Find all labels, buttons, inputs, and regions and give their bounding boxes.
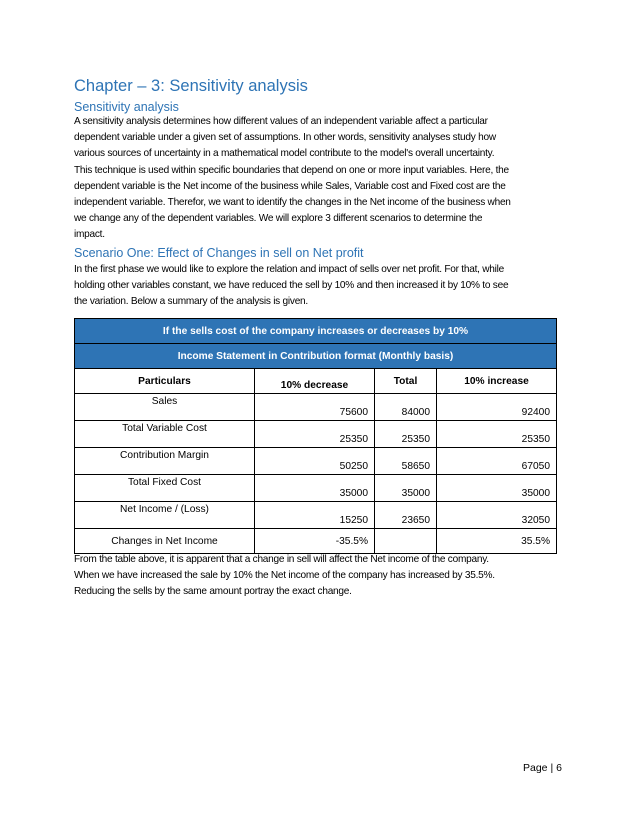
cell-increase: 32050 [437, 502, 557, 529]
cell-total: 35000 [375, 475, 437, 502]
table-title-row [75, 319, 557, 344]
cell-decrease: 25350 [255, 421, 375, 448]
scenario-paragraph [74, 262, 574, 311]
row-label: Total Fixed Cost [75, 475, 255, 502]
table-subtitle: Income Statement in Contribution format (Monthly basis) [75, 344, 557, 369]
paragraph-line: From the table above, it is apparent that a change in sell will affect the Net income of the company. [74, 554, 489, 565]
paragraph-line: impact. [74, 229, 105, 241]
conclusion-paragraph [74, 552, 574, 601]
column-header: Particulars [75, 369, 255, 394]
table-title: If the sells cost of the company increases or decreases by 10% [75, 319, 557, 344]
cell-total [375, 529, 437, 554]
paragraph-line: dependent variable is the Net income of the business while Sales, Variable cost and Fixed cost are the [74, 180, 506, 192]
column-header: 10% decrease [255, 369, 375, 394]
table-subtitle-row [75, 344, 557, 369]
cell-decrease: 15250 [255, 502, 375, 529]
income-statement-table [74, 318, 557, 554]
paragraph-line: In the first phase we would like to explore the relation and impact of sells over net profit. For that, while [74, 264, 505, 275]
table-row [75, 394, 557, 421]
row-label: Changes in Net Income [75, 529, 255, 554]
paragraph-line: we change any of the dependent variables. We will explore 3 different scenarios to determine the [74, 213, 483, 225]
paragraph-line: This technique is used within specific boundaries that depend on one or more input variables. Here, the [74, 164, 509, 176]
table-row [75, 529, 557, 554]
section-title: Sensitivity analysis [74, 100, 179, 114]
table-row [75, 448, 557, 475]
cell-increase: 25350 [437, 421, 557, 448]
row-label: Net Income / (Loss) [75, 502, 255, 529]
paragraph-line: holding other variables constant, we have reduced the sell by 10% and then increased it by 10% to see [74, 280, 509, 292]
table-header-row [75, 369, 557, 394]
row-label: Contribution Margin [75, 448, 255, 475]
paragraph-line: When we have increased the sale by 10% the Net income of the company has increased by 35.5%. [74, 570, 495, 582]
cell-decrease: 75600 [255, 394, 375, 421]
cell-increase: 67050 [437, 448, 557, 475]
paragraph-line: A sensitivity analysis determines how different values of an independent variable affect a particular [74, 116, 488, 127]
cell-total: 25350 [375, 421, 437, 448]
intro-paragraph [74, 114, 574, 244]
cell-increase: 35000 [437, 475, 557, 502]
paragraph-line: various sources of uncertainty in a mathematical model contribute to the model's overall uncertainty. [74, 148, 495, 160]
table-row [75, 475, 557, 502]
chapter-title: Chapter – 3: Sensitivity analysis [74, 77, 308, 95]
paragraph-line: the variation. Below a summary of the analysis is given. [74, 296, 308, 308]
paragraph-line: independent variable. Therefor, we want to identify the changes in the Net income of the business when [74, 197, 511, 209]
cell-decrease: -35.5% [255, 529, 375, 554]
paragraph-line: dependent variable under a given set of assumptions. In other words, sensitivity analyses study how [74, 132, 496, 144]
cell-total: 58650 [375, 448, 437, 475]
cell-decrease: 35000 [255, 475, 375, 502]
cell-decrease: 50250 [255, 448, 375, 475]
column-header: Total [375, 369, 437, 394]
cell-increase: 35.5% [437, 529, 557, 554]
paragraph-line: Reducing the sells by the same amount portray the exact change. [74, 586, 352, 598]
scenario-title: Scenario One: Effect of Changes in sell on Net profit [74, 246, 364, 260]
cell-total: 84000 [375, 394, 437, 421]
table-row [75, 421, 557, 448]
row-label: Sales [75, 394, 255, 421]
table-row [75, 502, 557, 529]
page-number: Page | 6 [523, 762, 562, 774]
row-label: Total Variable Cost [75, 421, 255, 448]
cell-increase: 92400 [437, 394, 557, 421]
cell-total: 23650 [375, 502, 437, 529]
column-header: 10% increase [437, 369, 557, 394]
